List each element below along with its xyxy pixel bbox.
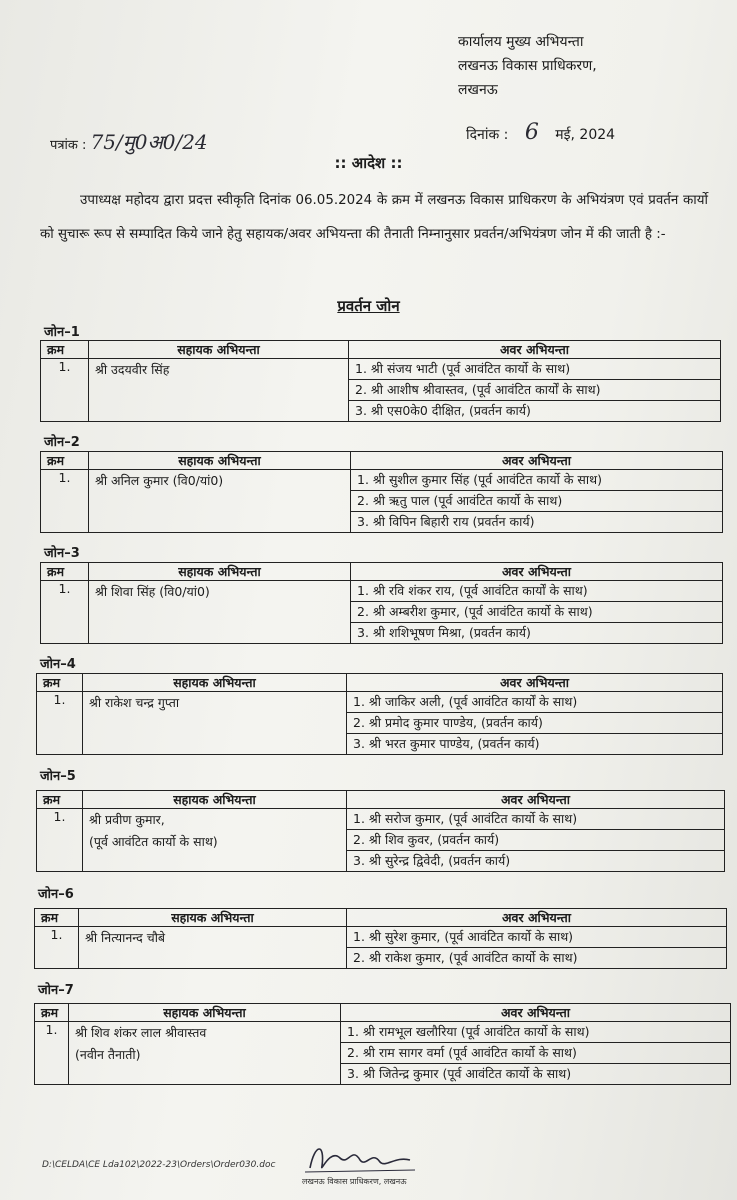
table-row [41, 359, 721, 380]
column-header-aen: सहायक अभियन्ता [83, 674, 347, 692]
reference-label: पत्रांक : [50, 138, 87, 153]
section-heading [0, 296, 737, 316]
column-header-je: अवर अभियन्ता [347, 674, 723, 692]
zone-label: जोन–1 [44, 325, 80, 340]
assistant-engineer [79, 927, 347, 969]
serial-number: 1. [41, 359, 89, 422]
serial-number: 1. [41, 470, 89, 533]
column-header-aen: सहायक अभियन्ता [69, 1004, 341, 1022]
junior-engineer: 2. श्री ऋतु पाल (पूर्व आवंटित कार्यो के साथ) [351, 491, 723, 512]
table-row [37, 692, 723, 713]
reference-handwritten: 75/मु0अ0/24 [90, 130, 208, 154]
assistant-engineer-line: श्री उदयवीर सिंह [95, 362, 170, 377]
office-header [458, 30, 597, 102]
office-line-3: लखनऊ [458, 82, 498, 98]
signature [300, 1138, 420, 1178]
assistant-engineer-line: श्री नित्यानन्द चौबे [85, 930, 166, 945]
file-path: D:\CELDA\CE Lda102\2022-23\Orders\Order030.doc [42, 1160, 276, 1170]
junior-engineer: 1. श्री रामभूल खलौरिया (पूर्व आवंटित कार्यो के साथ) [341, 1022, 731, 1043]
office-line-1: कार्यालय मुख्य अभियन्ता [458, 34, 584, 50]
column-header-sno: क्रम [35, 909, 79, 927]
junior-engineer: 1. श्री सुशील कुमार सिंह (पूर्व आवंटित कार्यो के साथ) [351, 470, 723, 491]
assistant-engineer [89, 359, 349, 422]
assistant-engineer [89, 470, 351, 533]
serial-number: 1. [37, 809, 83, 872]
column-header-je: अवर अभियन्ता [341, 1004, 731, 1022]
column-header-aen: सहायक अभियन्ता [89, 341, 349, 359]
serial-number: 1. [37, 692, 83, 755]
zone-label: जोन–5 [40, 769, 76, 784]
order-title: :: आदेश :: [334, 154, 403, 172]
zone-label: जोन–7 [38, 983, 74, 998]
junior-engineer: 3. श्री जितेन्द्र कुमार (पूर्व आवंटित कार्यो के साथ) [341, 1064, 731, 1085]
assistant-engineer-line: (नवीन तैनाती) [75, 1047, 141, 1062]
section-heading-text: प्रवर्तन जोन [337, 297, 400, 315]
junior-engineer: 1. श्री सुरेश कुमार, (पूर्व आवंटित कार्यो के साथ) [347, 927, 727, 948]
table-row [41, 470, 723, 491]
date-label: दिनांक : [466, 127, 509, 143]
junior-engineer: 3. श्री सुरेन्द्र द्विवेदी, (प्रवर्तन कार्य) [347, 851, 725, 872]
column-header-je: अवर अभियन्ता [347, 791, 725, 809]
assistant-engineer-line: श्री शिव शंकर लाल श्रीवास्तव [75, 1025, 207, 1040]
column-header-sno: क्रम [41, 341, 89, 359]
serial-number: 1. [35, 927, 79, 969]
junior-engineer: 2. श्री राम सागर वर्मा (पूर्व आवंटित कार्यो के साथ) [341, 1043, 731, 1064]
table-row [41, 581, 723, 602]
column-header-je: अवर अभियन्ता [351, 452, 723, 470]
column-header-sno: क्रम [37, 791, 83, 809]
junior-engineer: 2. श्री आशीष श्रीवास्तव, (पूर्व आवंटित कार्यों के साथ) [349, 380, 721, 401]
junior-engineer: 2. श्री प्रमोद कुमार पाण्डेय, (प्रवर्तन कार्य) [347, 713, 723, 734]
order-paragraph: उपाध्यक्ष महोदय द्वारा प्रदत्त स्वीकृति दिनांक 06.05.2024 के क्रम में लखनऊ विकास प्राधिकरण के अभियंत्रण एवं प्रवर्तन कार्यो को सुचारू रूप से सम्पादित किये जाने हेतु सहायक/अवर अभियन्ता की तैनाती निम्नानुसार प्रवर्तन/अभियंत्रण जोन में की जाती है :- [40, 193, 708, 242]
zone-table [34, 1003, 731, 1085]
date-day-handwritten: 6 [524, 120, 539, 145]
signature-caption: लखनऊ विकास प्राधिकरण, लखनऊ [302, 1177, 407, 1186]
junior-engineer: 2. श्री शिव कुवर, (प्रवर्तन कार्य) [347, 830, 725, 851]
assistant-engineer [83, 692, 347, 755]
assistant-engineer [89, 581, 351, 644]
assistant-engineer [69, 1022, 341, 1085]
zone-table [34, 908, 727, 969]
column-header-je: अवर अभियन्ता [351, 563, 723, 581]
column-header-sno: क्रम [41, 452, 89, 470]
junior-engineer: 1. श्री रवि शंकर राय, (पूर्व आवंटित कार्यों के साथ) [351, 581, 723, 602]
assistant-engineer-line: श्री शिवा सिंह (वि0/यां0) [95, 584, 210, 599]
column-header-sno: क्रम [35, 1004, 69, 1022]
reference-number [50, 128, 208, 155]
junior-engineer: 3. श्री भरत कुमार पाण्डेय, (प्रवर्तन कार्य) [347, 734, 723, 755]
column-header-aen: सहायक अभियन्ता [79, 909, 347, 927]
column-header-aen: सहायक अभियन्ता [89, 563, 351, 581]
zone-label: जोन–6 [38, 887, 74, 902]
zone-label: जोन–4 [40, 657, 76, 672]
assistant-engineer [83, 809, 347, 872]
junior-engineer: 1. श्री संजय भाटी (पूर्व आवंटित कार्यो के साथ) [349, 359, 721, 380]
junior-engineer: 3. श्री एस0के0 दीक्षित, (प्रवर्तन कार्य) [349, 401, 721, 422]
junior-engineer: 3. श्री शशिभूषण मिश्रा, (प्रवर्तन कार्य) [351, 623, 723, 644]
zone-table [40, 340, 721, 422]
office-line-2: लखनऊ विकास प्राधिकरण, [458, 58, 597, 74]
junior-engineer: 1. श्री सरोज कुमार, (पूर्व आवंटित कार्यो के साथ) [347, 809, 725, 830]
zone-table [40, 451, 723, 533]
assistant-engineer-line: श्री राकेश चन्द्र गुप्ता [89, 695, 180, 710]
table-row [37, 809, 725, 830]
table-row [35, 927, 727, 948]
column-header-je: अवर अभियन्ता [347, 909, 727, 927]
zone-table [36, 673, 723, 755]
junior-engineer: 2. श्री राकेश कुमार, (पूर्व आवंटित कार्यो के साथ) [347, 948, 727, 969]
serial-number: 1. [35, 1022, 69, 1085]
column-header-je: अवर अभियन्ता [349, 341, 721, 359]
zone-table [36, 790, 725, 872]
junior-engineer: 1. श्री जाकिर अली, (पूर्व आवंटित कार्यों के साथ) [347, 692, 723, 713]
order-date [466, 120, 615, 145]
column-header-sno: क्रम [37, 674, 83, 692]
assistant-engineer-line: (पूर्व आवंटित कार्यो के साथ) [89, 834, 218, 849]
column-header-aen: सहायक अभियन्ता [89, 452, 351, 470]
date-month-year: मई, 2024 [555, 127, 616, 143]
assistant-engineer-line: श्री अनिल कुमार (वि0/यां0) [95, 473, 224, 488]
zone-label: जोन–2 [44, 435, 80, 450]
junior-engineer: 2. श्री अम्बरीश कुमार, (पूर्व आवंटित कार्यो के साथ) [351, 602, 723, 623]
serial-number: 1. [41, 581, 89, 644]
column-header-aen: सहायक अभियन्ता [83, 791, 347, 809]
zone-label: जोन–3 [44, 546, 80, 561]
column-header-sno: क्रम [41, 563, 89, 581]
zone-table [40, 562, 723, 644]
table-row [35, 1022, 731, 1043]
junior-engineer: 3. श्री विपिन बिहारी राय (प्रवर्तन कार्य) [351, 512, 723, 533]
assistant-engineer-line: श्री प्रवीण कुमार, [89, 812, 165, 827]
